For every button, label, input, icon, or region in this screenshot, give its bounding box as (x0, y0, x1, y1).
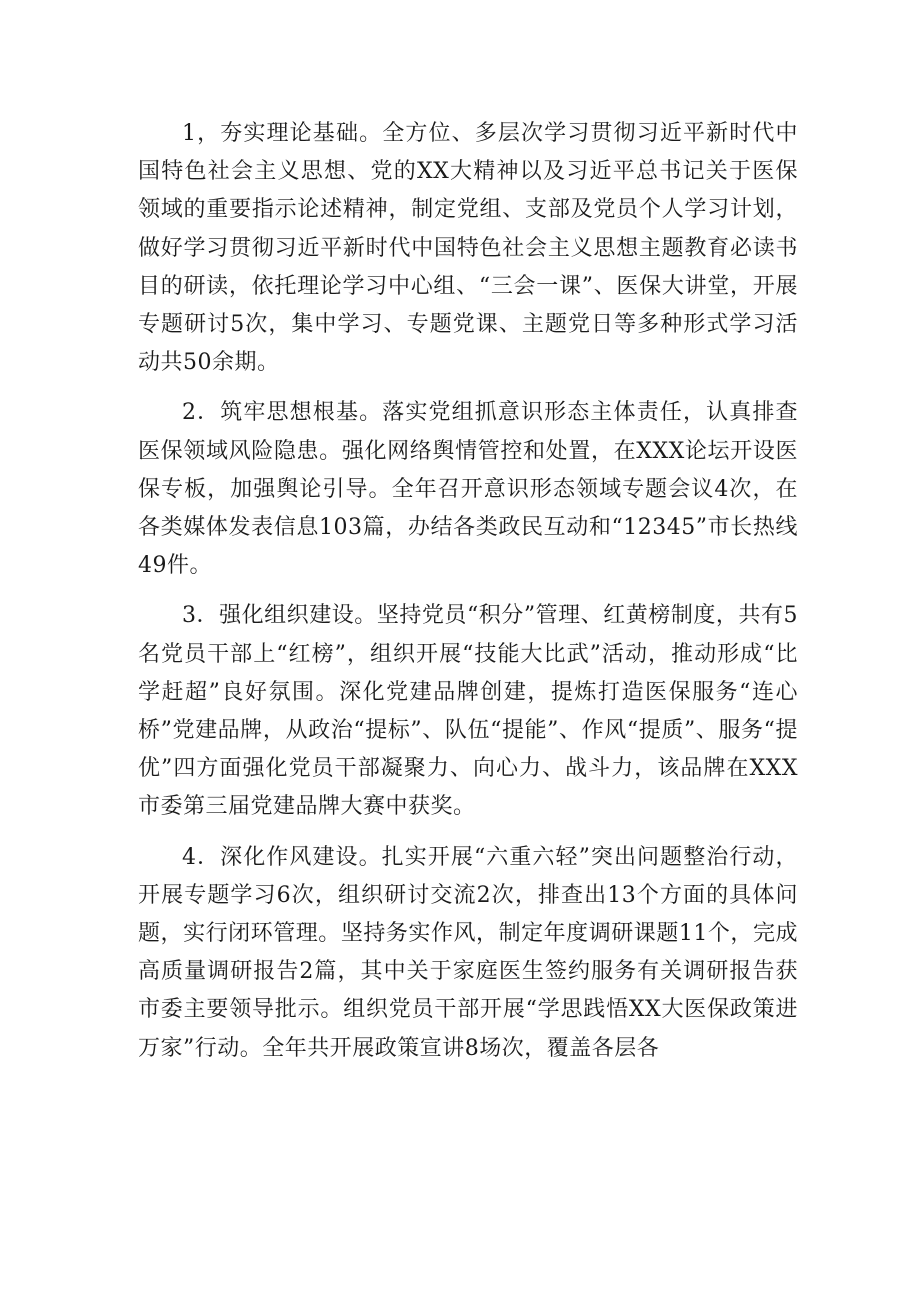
document-page (138, 115, 798, 1068)
paragraph-1: 1，夯实理论基础。全方位、多层次学习贯彻习近平新时代中国特色社会主义思想、党的XX大精神以及习近平总书记关于医保领域的重要指示论述精神，制定党组、支部及党员个人学习计划，做好学习贯彻习近平新时代中国特色社会主义思想主题教育必读书目的研读，依托理论学习中心组、“三会一课”、医保大讲堂，开展专题研讨5次，集中学习、专题党课、主题党日等多种形式学习活动共50余期。 (138, 121, 798, 376)
paragraph-4: 4．深化作风建设。扎实开展“六重六轻”突出问题整治行动，开展专题学习6次，组织研讨交流2次，排查出13个方面的具体问题，实行闭环管理。坚持务实作风，制定年度调研课题11个，完成高质量调研报告2篇，其中关于家庭医生签约服务有关调研报告获市委主要领导批示。组织党员干部开展“学思践悟XX大医保政策进万家”行动。全年共开展政策宣讲8场次，覆盖各层各 (138, 844, 798, 1061)
paragraph-3: 3．强化组织建设。坚持党员“积分”管理、红黄榜制度，共有5名党员干部上“红榜”，组织开展“技能大比武”活动，推动形成“比学赶超”良好氛围。深化党建品牌创建，提炼打造医保服务“连心桥”党建品牌，从政治“提标”、队伍“提能”、作风“提质”、服务“提优”四方面强化党员干部凝聚力、向心力、战斗力，该品牌在XXX市委第三届党建品牌大赛中获奖。 (138, 603, 798, 820)
paragraph-2: 2．筑牢思想根基。落实党组抓意识形态主体责任，认真排查医保领域风险隐患。强化网络舆情管控和处置，在XXX论坛开设医保专板，加强舆论引导。全年召开意识形态领域专题会议4次，在各类媒体发表信息103篇，办结各类政民互动和“12345”市长热线49件。 (138, 400, 798, 579)
